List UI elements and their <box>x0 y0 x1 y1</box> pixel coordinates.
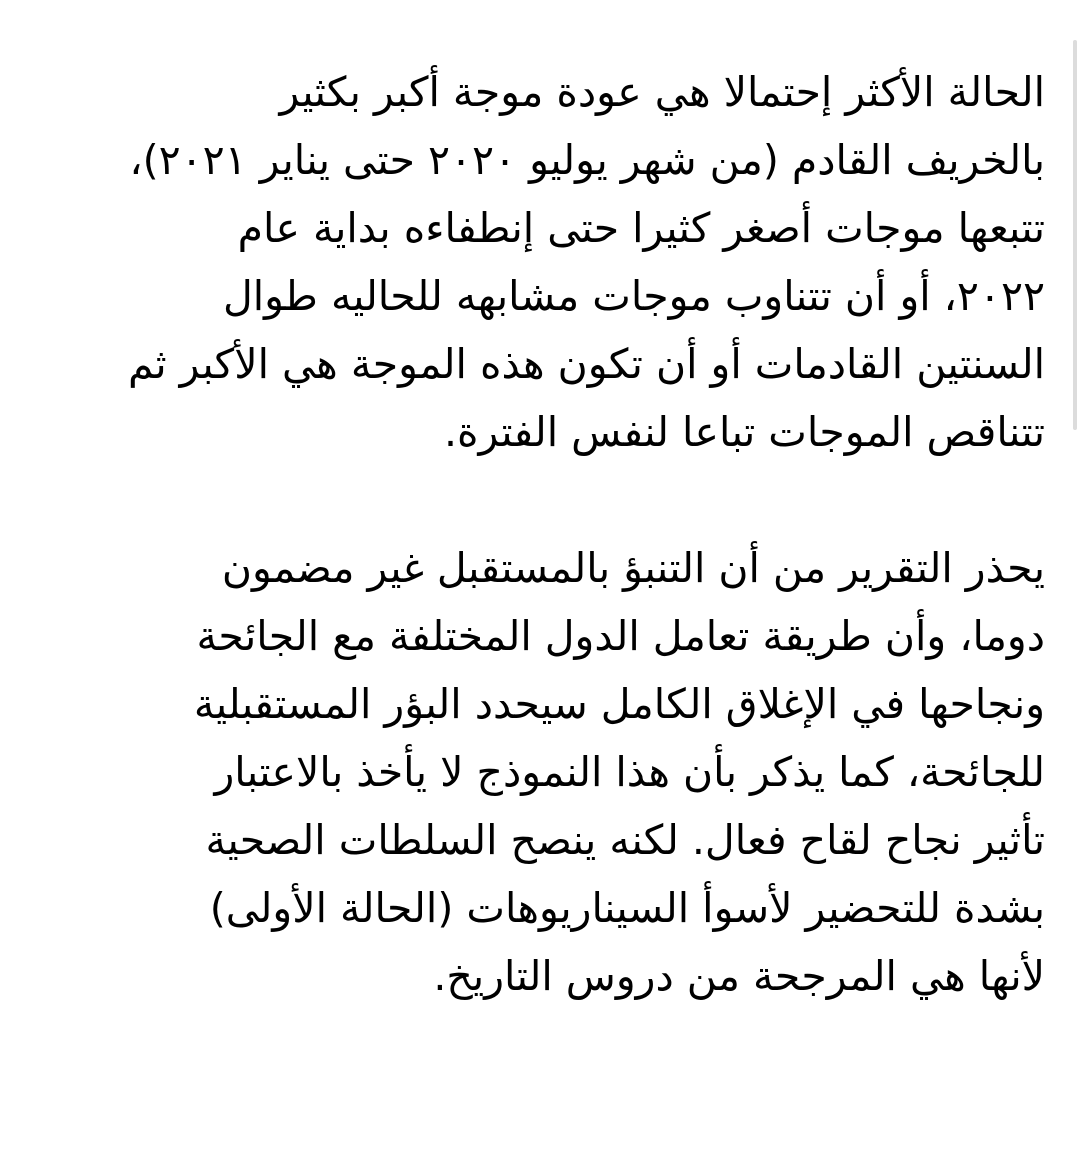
text-line: تتناقص الموجات تباعا لنفس الفترة. <box>443 408 1045 456</box>
vertical-scrollbar[interactable] <box>1072 0 1080 1155</box>
text-line: ونجاحها في الإغلاق الكامل سيحدد البؤر المستقبلية <box>193 680 1045 728</box>
text-line: تتبعها موجات أصغر كثيرا حتى إنطفاءه بداية عام <box>237 204 1045 252</box>
paragraph-2 <box>30 534 1045 1010</box>
text-line: ٢٠٢٢، أو أن تتناوب موجات مشابهه للحاليه طوال <box>222 272 1045 320</box>
article-body <box>30 58 1045 1010</box>
paragraph-1 <box>30 58 1045 466</box>
text-line: يحذر التقرير من أن التنبؤ بالمستقبل غير مضمون <box>221 544 1045 592</box>
text-line: السنتين القادمات أو أن تكون هذه الموجة هي الأكبر ثم <box>127 340 1045 388</box>
text-line: بالخريف القادم (من شهر يوليو ٢٠٢٠ حتى يناير ٢٠٢١)، <box>129 136 1045 184</box>
text-line: بشدة للتحضير لأسوأ السيناريوهات (الحالة الأولى) <box>209 884 1045 932</box>
text-line: دوما، وأن طريقة تعامل الدول المختلفة مع الجائحة <box>196 612 1045 660</box>
text-line: لأنها هي المرجحة من دروس التاريخ. <box>433 952 1045 1000</box>
text-line: تأثير نجاح لقاح فعال. لكنه ينصح السلطات الصحية <box>205 816 1045 864</box>
scrollbar-thumb[interactable] <box>1073 40 1077 430</box>
text-line: الحالة الأكثر إحتمالا هي عودة موجة أكبر بكثير <box>279 68 1045 116</box>
text-line: للجائحة، كما يذكر بأن هذا النموذج لا يأخذ بالاعتبار <box>214 748 1045 796</box>
